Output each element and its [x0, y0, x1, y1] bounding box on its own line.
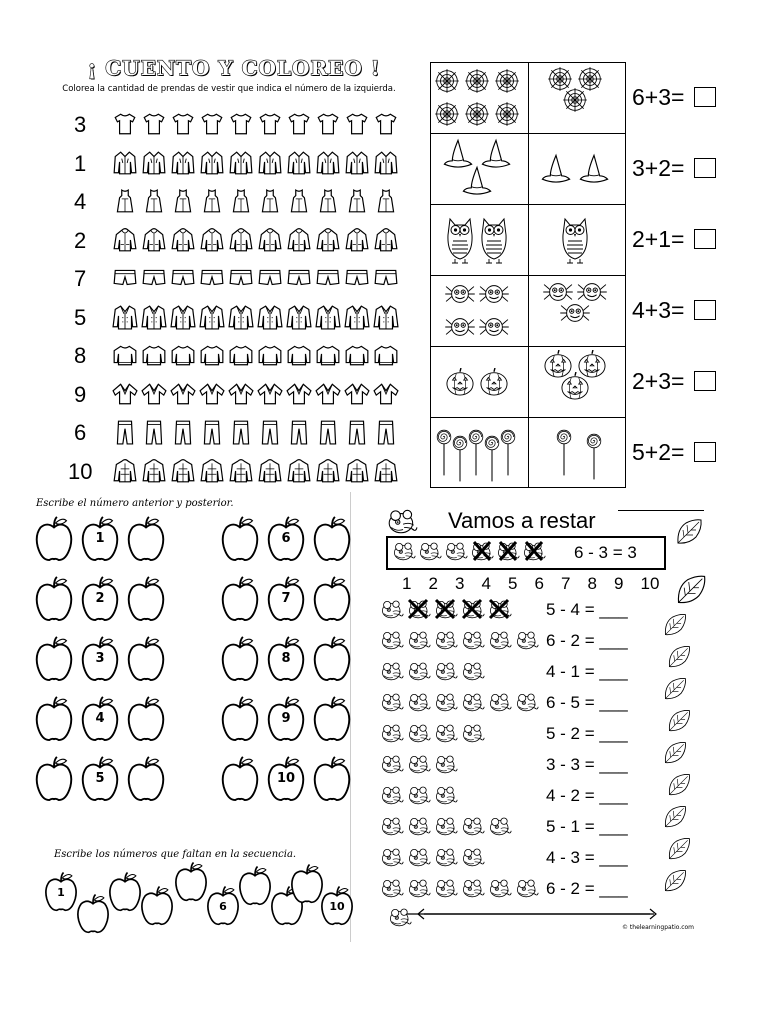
parka-icon	[373, 457, 399, 485]
scarecrow-icon	[388, 900, 412, 934]
apple-icon	[312, 514, 352, 562]
squirrel-icon	[386, 506, 418, 536]
apple-number: 9	[281, 711, 291, 726]
answer-box[interactable]	[694, 300, 716, 320]
mouse-icon	[380, 877, 404, 899]
coat-icon	[228, 303, 254, 331]
tshirt-icon	[286, 110, 312, 138]
spider-icon	[445, 314, 475, 340]
mouse-icon	[461, 629, 485, 651]
mouse-icon	[461, 722, 485, 744]
parka-icon	[199, 457, 225, 485]
tshirt-icon	[199, 110, 225, 138]
number-label: 10	[640, 574, 660, 593]
spiderweb-icon	[494, 68, 520, 94]
apples-instruction: Escribe el número anterior y posterior.	[36, 498, 234, 509]
cross-mark	[488, 598, 510, 620]
apple-number: 7	[281, 591, 291, 606]
sweater-icon	[286, 341, 312, 369]
cross-mark	[407, 598, 429, 620]
blouse-icon	[170, 380, 196, 408]
number-label: 9	[614, 574, 624, 593]
apple-number: 2	[95, 591, 105, 606]
witch-hat-icon	[539, 152, 573, 186]
leaf-icon	[666, 772, 692, 798]
jacket-icon	[373, 149, 399, 177]
spiderweb-icon	[434, 68, 460, 94]
pants-icon	[344, 418, 370, 446]
apple-icon	[34, 754, 74, 802]
cross-mark	[461, 598, 483, 620]
leaf-icon	[666, 708, 692, 734]
leaf-icon	[662, 676, 688, 702]
shorts-icon	[315, 264, 341, 292]
apple-icon	[126, 634, 166, 682]
subtraction-equation: 6 - 2 = ___	[546, 631, 628, 650]
worksheet-halloween-addition	[430, 62, 730, 490]
number-label: 4	[481, 574, 491, 593]
mouse-icon	[488, 691, 512, 713]
blouse-icon	[373, 380, 399, 408]
blouse-icon	[199, 380, 225, 408]
coat-icon	[286, 303, 312, 331]
owl-icon	[479, 215, 509, 265]
clothes-row-number: 3	[74, 112, 87, 137]
spider-icon	[479, 281, 509, 307]
dress-icon	[257, 187, 283, 215]
blouse-icon	[286, 380, 312, 408]
clothes-row-number: 10	[68, 458, 93, 484]
clothes-row-number: 2	[74, 227, 87, 253]
shorts-icon	[344, 264, 370, 292]
clothes-row-number: 5	[74, 304, 87, 330]
subtraction-equation: 4 - 2 = ___	[546, 786, 628, 805]
clothes-row-number: 8	[74, 343, 87, 368]
witch-hat-icon	[460, 164, 494, 198]
apple-icon	[34, 694, 74, 742]
pumpkin-icon	[560, 372, 590, 400]
shorts-icon	[286, 264, 312, 292]
tshirt-icon	[141, 110, 167, 138]
dress-icon	[228, 187, 254, 215]
hoodie-icon	[344, 226, 370, 254]
sweater-icon	[112, 341, 138, 369]
subtraction-equation: 3 - 3 = ___	[546, 755, 628, 774]
mouse-icon	[434, 753, 458, 775]
tshirt-icon	[170, 110, 196, 138]
mouse-icon	[515, 877, 539, 899]
apple-number: 6	[281, 531, 291, 546]
apple-number: 5	[95, 771, 105, 786]
leaf-icon	[662, 868, 688, 894]
sweater-icon	[257, 341, 283, 369]
spiderweb-icon	[464, 101, 490, 127]
answer-box[interactable]	[694, 371, 716, 391]
answer-box[interactable]	[694, 158, 716, 178]
spiderweb-icon	[464, 68, 490, 94]
subtraction-equation: 4 - 3 = ___	[546, 848, 628, 867]
title-underline	[618, 510, 704, 511]
worksheet-subtraction	[378, 500, 718, 940]
hoodie-icon	[141, 226, 167, 254]
mouse-icon	[380, 660, 404, 682]
tshirt-icon	[373, 110, 399, 138]
subtraction-equation: 5 - 4 = ___	[546, 600, 628, 619]
mouse-icon	[434, 877, 458, 899]
tshirt-icon	[344, 110, 370, 138]
clothes-row-number: 4	[74, 189, 87, 214]
leaf-icon	[666, 836, 692, 862]
hoodie-icon	[228, 226, 254, 254]
coat-icon	[170, 303, 196, 331]
mouse-icon	[461, 877, 485, 899]
apple-number: 4	[95, 711, 105, 726]
cross-mark	[434, 598, 456, 620]
apple-icon	[174, 860, 208, 902]
apple-icon	[312, 754, 352, 802]
pumpkin-icon	[445, 368, 475, 396]
number-labels	[392, 574, 662, 596]
apple-icon	[140, 884, 174, 926]
clothes-row-number: 6	[74, 420, 87, 445]
number-label: 7	[561, 574, 571, 593]
sweater-icon	[315, 341, 341, 369]
jacket-icon	[228, 149, 254, 177]
number-label: 6	[534, 574, 544, 593]
owl-icon	[445, 215, 475, 265]
mouse-icon	[380, 629, 404, 651]
apple-icon	[34, 634, 74, 682]
lollipop-icon	[468, 427, 484, 479]
coat-icon	[199, 303, 225, 331]
mouse-icon	[407, 629, 431, 651]
number-label: 5	[508, 574, 518, 593]
clothes-rows	[40, 110, 428, 490]
clothes-row-number: 7	[74, 266, 87, 291]
mouse-icon	[392, 540, 416, 562]
spider-icon	[479, 314, 509, 340]
apple-icon	[126, 694, 166, 742]
lollipop-icon	[484, 433, 500, 485]
lollipop-icon	[452, 433, 468, 485]
hoodie-icon	[315, 226, 341, 254]
apple-icon	[220, 514, 260, 562]
parka-icon	[344, 457, 370, 485]
coat-icon	[141, 303, 167, 331]
halloween-rows	[430, 62, 730, 488]
tshirt-icon	[257, 110, 283, 138]
dress-icon	[344, 187, 370, 215]
addition-equation: 6+3=	[632, 84, 685, 110]
mouse-icon	[380, 722, 404, 744]
lollipop-icon	[436, 427, 452, 479]
spider-icon	[445, 281, 475, 307]
number-label: 3	[455, 574, 465, 593]
mouse-icon	[407, 660, 431, 682]
pants-icon	[112, 418, 138, 446]
parka-icon	[228, 457, 254, 485]
mouse-icon	[488, 815, 512, 837]
jacket-icon	[315, 149, 341, 177]
sequence-instruction: Escribe los números que faltan en la secuencia.	[54, 849, 297, 860]
grid-column-divider	[528, 62, 529, 488]
hoodie-icon	[170, 226, 196, 254]
sweater-icon	[141, 341, 167, 369]
answer-box[interactable]	[694, 87, 716, 107]
mouse-icon	[515, 629, 539, 651]
mouse-icon	[407, 722, 431, 744]
number-label: 1	[402, 574, 412, 593]
mouse-icon	[434, 691, 458, 713]
apple-number: 1	[95, 531, 105, 546]
apples-grid	[34, 514, 350, 814]
blouse-icon	[315, 380, 341, 408]
coat-icon	[112, 303, 138, 331]
dress-icon	[373, 187, 399, 215]
sweater-icon	[228, 341, 254, 369]
mouse-icon	[461, 691, 485, 713]
apple-icon	[312, 694, 352, 742]
addition-equation: 2+1=	[632, 226, 685, 252]
blouse-icon	[112, 380, 138, 408]
pants-icon	[141, 418, 167, 446]
apple-icon	[126, 754, 166, 802]
pants-icon	[315, 418, 341, 446]
mouse-icon	[407, 877, 431, 899]
mouse-icon	[380, 846, 404, 868]
spider-icon	[560, 300, 590, 326]
jacket-icon	[286, 149, 312, 177]
hoodie-icon	[286, 226, 312, 254]
parka-icon	[315, 457, 341, 485]
apple-icon	[126, 514, 166, 562]
hoodie-icon	[112, 226, 138, 254]
hoodie-icon	[373, 226, 399, 254]
blouse-icon	[344, 380, 370, 408]
subtraction-equation: 4 - 1 = ___	[546, 662, 628, 681]
owl-icon	[560, 215, 590, 265]
mouse-icon	[461, 846, 485, 868]
shorts-icon	[170, 264, 196, 292]
mouse-icon	[434, 660, 458, 682]
hoodie-icon	[257, 226, 283, 254]
leaves-column	[662, 612, 702, 902]
pumpkin-icon	[479, 368, 509, 396]
blouse-icon	[257, 380, 283, 408]
cross-mark	[498, 540, 518, 562]
tshirt-icon	[315, 110, 341, 138]
lollipop-icon	[556, 427, 572, 479]
apple-icon	[220, 754, 260, 802]
apple-icon	[34, 514, 74, 562]
pants-icon	[228, 418, 254, 446]
blouse-icon	[141, 380, 167, 408]
apples-sequence	[34, 862, 350, 942]
leaf-icon	[666, 644, 692, 670]
apple-number: 8	[281, 651, 291, 666]
jacket-icon	[344, 149, 370, 177]
subtraction-equation: 5 - 1 = ___	[546, 817, 628, 836]
sweater-icon	[344, 341, 370, 369]
parka-icon	[257, 457, 283, 485]
mouse-icon	[461, 660, 485, 682]
addition-equation: 3+2=	[632, 155, 685, 181]
subtraction-equation: 5 - 2 = ___	[546, 724, 628, 743]
spiderweb-icon	[434, 101, 460, 127]
apple-icon	[34, 574, 74, 622]
pants-icon	[170, 418, 196, 446]
parka-icon	[170, 457, 196, 485]
subtraction-title: Vamos a restar	[448, 508, 596, 533]
worksheet-clothes-title: ¡ CUENTO Y COLOREO !	[87, 56, 381, 80]
mouse-icon	[407, 691, 431, 713]
mouse-icon	[407, 784, 431, 806]
addition-equation: 2+3=	[632, 368, 685, 394]
apple-icon	[290, 862, 324, 904]
leaf-icon	[662, 740, 688, 766]
mouse-icon	[407, 815, 431, 837]
mouse-icon	[380, 815, 404, 837]
subtraction-equation: 6 - 2 = ___	[546, 879, 628, 898]
shorts-icon	[141, 264, 167, 292]
jacket-icon	[257, 149, 283, 177]
cross-mark	[524, 540, 544, 562]
mouse-icon	[434, 815, 458, 837]
jacket-icon	[141, 149, 167, 177]
leaf-icon	[662, 612, 688, 638]
sweater-icon	[170, 341, 196, 369]
dress-icon	[199, 187, 225, 215]
clothes-row-number: 1	[74, 150, 87, 176]
mouse-icon	[461, 815, 485, 837]
addition-equation: 4+3=	[632, 297, 685, 323]
footer-credit: © thelearningpatio.com	[622, 924, 695, 931]
shorts-icon	[112, 264, 138, 292]
mouse-icon	[380, 753, 404, 775]
shorts-icon	[373, 264, 399, 292]
mouse-icon	[380, 691, 404, 713]
coat-icon	[344, 303, 370, 331]
mouse-icon	[488, 877, 512, 899]
worksheet-clothes-instruction: Colorea la cantidad de prendas de vestir que indica el número de la izquierda.	[62, 84, 396, 94]
pants-icon	[373, 418, 399, 446]
number-label: 2	[428, 574, 438, 593]
answer-box[interactable]	[694, 442, 716, 462]
jacket-icon	[112, 149, 138, 177]
apple-icon	[108, 870, 142, 912]
parka-icon	[112, 457, 138, 485]
number-label: 8	[587, 574, 597, 593]
apple-icon	[238, 864, 272, 906]
dress-icon	[315, 187, 341, 215]
apple-icon	[76, 892, 110, 934]
spiderweb-icon	[494, 101, 520, 127]
coat-icon	[373, 303, 399, 331]
jacket-icon	[199, 149, 225, 177]
sequence-number: 6	[219, 900, 227, 913]
sweater-icon	[373, 341, 399, 369]
mouse-icon	[434, 846, 458, 868]
addition-equation: 5+2=	[632, 439, 685, 465]
cross-mark	[472, 540, 492, 562]
example-equation: 6 - 3 = 3	[574, 543, 637, 562]
parka-icon	[141, 457, 167, 485]
shorts-icon	[228, 264, 254, 292]
mouse-icon	[488, 629, 512, 651]
clothes-row-number: 9	[74, 381, 87, 407]
mouse-icon	[407, 846, 431, 868]
coat-icon	[315, 303, 341, 331]
apple-number: 3	[95, 651, 105, 666]
apple-icon	[126, 574, 166, 622]
leaf-icon	[662, 804, 688, 830]
blouse-icon	[228, 380, 254, 408]
example-mice	[392, 540, 562, 566]
mouse-icon	[380, 784, 404, 806]
mouse-icon	[380, 598, 404, 620]
apple-icon	[220, 634, 260, 682]
pants-icon	[199, 418, 225, 446]
worksheet-apples	[34, 492, 351, 942]
subtraction-equation: 6 - 5 = ___	[546, 693, 628, 712]
lollipop-icon	[500, 427, 516, 479]
hoodie-icon	[199, 226, 225, 254]
mouse-icon	[434, 629, 458, 651]
witch-hat-icon	[577, 152, 611, 186]
mouse-icon	[434, 722, 458, 744]
mouse-icon	[434, 784, 458, 806]
parka-icon	[286, 457, 312, 485]
mouse-icon	[418, 540, 442, 562]
apple-icon	[220, 574, 260, 622]
coat-icon	[257, 303, 283, 331]
apple-icon	[312, 574, 352, 622]
mouse-icon	[407, 753, 431, 775]
tshirt-icon	[112, 110, 138, 138]
dress-icon	[141, 187, 167, 215]
teddy-bear-icon	[674, 514, 704, 550]
mouse-icon	[515, 691, 539, 713]
sequence-number: 1	[57, 886, 65, 899]
answer-box[interactable]	[694, 229, 716, 249]
worksheet-clothes	[40, 48, 428, 488]
tshirt-icon	[228, 110, 254, 138]
lollipop-icon	[586, 431, 602, 483]
dress-icon	[112, 187, 138, 215]
jacket-icon	[170, 149, 196, 177]
pants-icon	[257, 418, 283, 446]
dress-icon	[286, 187, 312, 215]
spiderweb-icon	[562, 87, 588, 113]
apple-icon	[312, 634, 352, 682]
pants-icon	[286, 418, 312, 446]
dress-icon	[170, 187, 196, 215]
sequence-number: 10	[329, 900, 345, 913]
shorts-icon	[257, 264, 283, 292]
shorts-icon	[199, 264, 225, 292]
apple-icon	[220, 694, 260, 742]
apple-number: 10	[276, 771, 296, 786]
sweater-icon	[199, 341, 225, 369]
mouse-icon	[444, 540, 468, 562]
